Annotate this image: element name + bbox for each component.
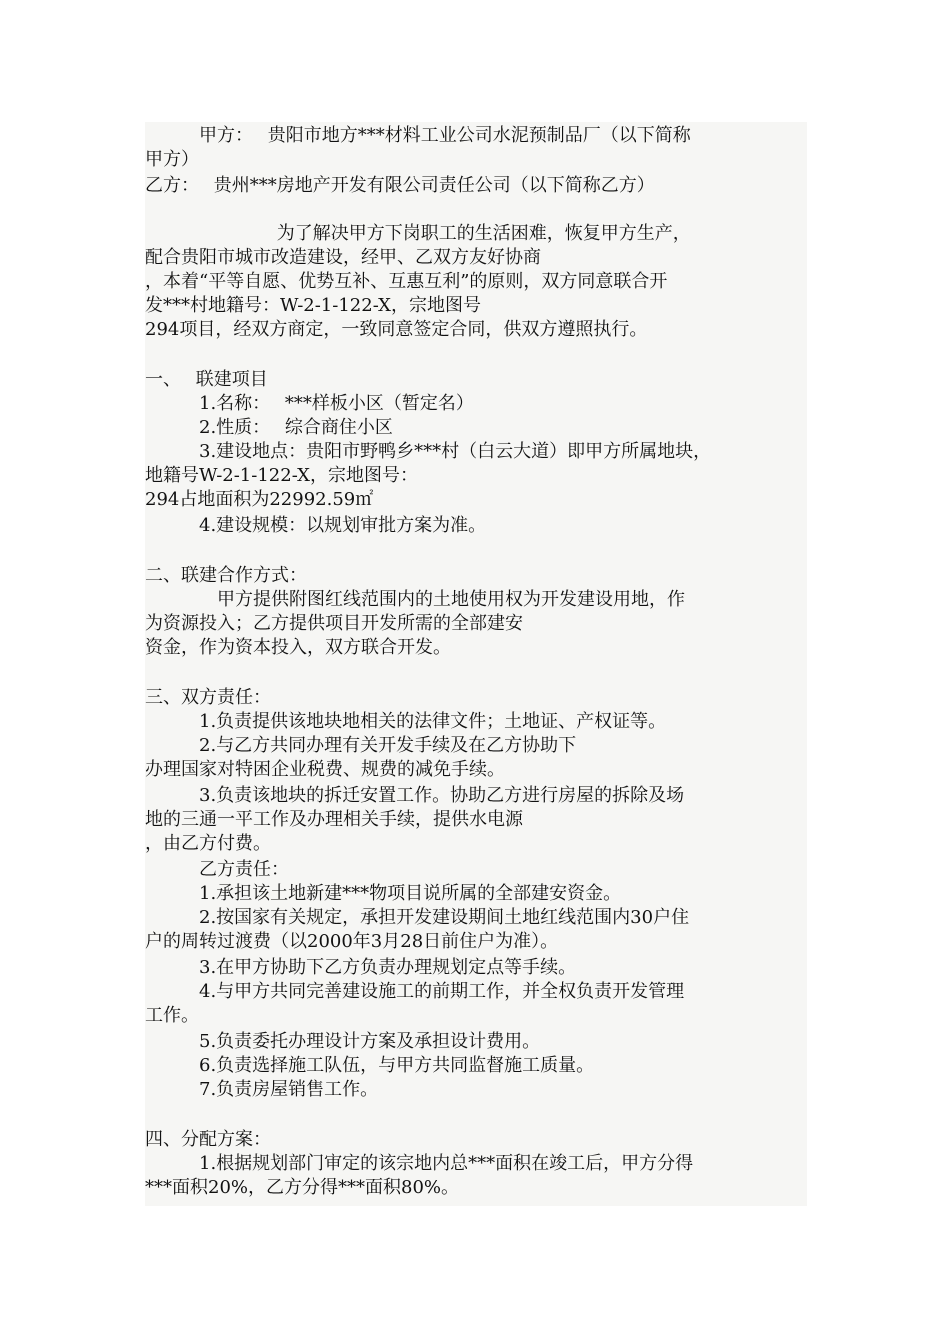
text-line: 乙方责任： [145, 859, 289, 880]
text-line: 三、双方责任： [145, 687, 271, 708]
text-line: 3.负责该地块的拆迁安置工作。协助乙方进行房屋的拆除及场 [145, 785, 685, 806]
text-line: 甲方提供附图红线范围内的土地使用权为开发建设用地，作 [145, 589, 685, 610]
text-line: 为资源投入；乙方提供项目开发所需的全部建安 [145, 613, 523, 634]
text-line: 办理国家对特困企业税费、规费的减免手续。 [145, 759, 505, 780]
text-line: 二、联建合作方式： [145, 565, 307, 586]
text-line: 地籍号W-2-1-122-X，宗地图号： [145, 465, 418, 486]
text-line: 4.与甲方共同完善建设施工的前期工作，并全权负责开发管理 [145, 981, 685, 1002]
text-line: 294占地面积为22992.59㎡ [145, 489, 374, 510]
text-line: ，本着“平等自愿、优势互补、互惠互利”的原则，双方同意联合开 [145, 271, 668, 292]
text-line: 发***村地籍号：W-2-1-122-X，宗地图号 [145, 295, 481, 316]
text-line: 3.建设地点：贵阳市野鸭乡***村（白云大道）即甲方所属地块， [145, 441, 712, 462]
text-line: 3.在甲方协助下乙方负责办理规划定点等手续。 [145, 957, 577, 978]
text-line: 5.负责委托办理设计方案及承担设计费用。 [145, 1031, 541, 1052]
text-line: 资金，作为资本投入，双方联合开发。 [145, 637, 451, 658]
text-line: 6.负责选择施工队伍，与甲方共同监督施工质量。 [145, 1055, 595, 1076]
text-line: 1.负责提供该地块地相关的法律文件；土地证、产权证等。 [145, 711, 667, 732]
text-line: 四、分配方案： [145, 1129, 271, 1150]
text-line: 2.与乙方共同办理有关开发手续及在乙方协助下 [145, 735, 577, 756]
text-line: 7.负责房屋销售工作。 [145, 1079, 379, 1100]
text-line: 4.建设规模：以规划审批方案为准。 [145, 515, 487, 536]
text-line: 甲方） [145, 149, 199, 170]
text-line: 户的周转过渡费（以2000年3月28日前住户为准）。 [145, 931, 559, 952]
text-line: ，由乙方付费。 [145, 833, 271, 854]
text-line: 乙方： 贵州***房地产开发有限公司责任公司（以下简称乙方） [145, 175, 655, 196]
text-line: 一、 联建项目 [145, 369, 268, 390]
text-line: 2.性质： 综合商住小区 [145, 417, 393, 438]
text-line: 2.按国家有关规定，承担开发建设期间土地红线范围内30户住 [145, 907, 690, 928]
text-line: 1.根据规划部门审定的该宗地内总***面积在竣工后，甲方分得 [145, 1153, 694, 1174]
text-line: 甲方： 贵阳市地方***材料工业公司水泥预制品厂（以下简称 [145, 125, 691, 146]
text-line: ***面积20%，乙方分得***面积80%。 [145, 1177, 460, 1198]
text-line: 地的三通一平工作及办理相关手续，提供水电源 [145, 809, 523, 830]
text-line: 294项目，经双方商定，一致同意签定合同，供双方遵照执行。 [145, 319, 648, 340]
text-line: 配合贵阳市城市改造建设，经甲、乙双方友好协商 [145, 247, 541, 268]
text-line: 1.名称： ***样板小区（暂定名） [145, 393, 474, 414]
text-line: 1.承担该土地新建***物项目说所属的全部建安资金。 [145, 883, 622, 904]
text-line: 工作。 [145, 1005, 199, 1026]
text-line: 为了解决甲方下岗职工的生活困难，恢复甲方生产， [145, 223, 691, 244]
